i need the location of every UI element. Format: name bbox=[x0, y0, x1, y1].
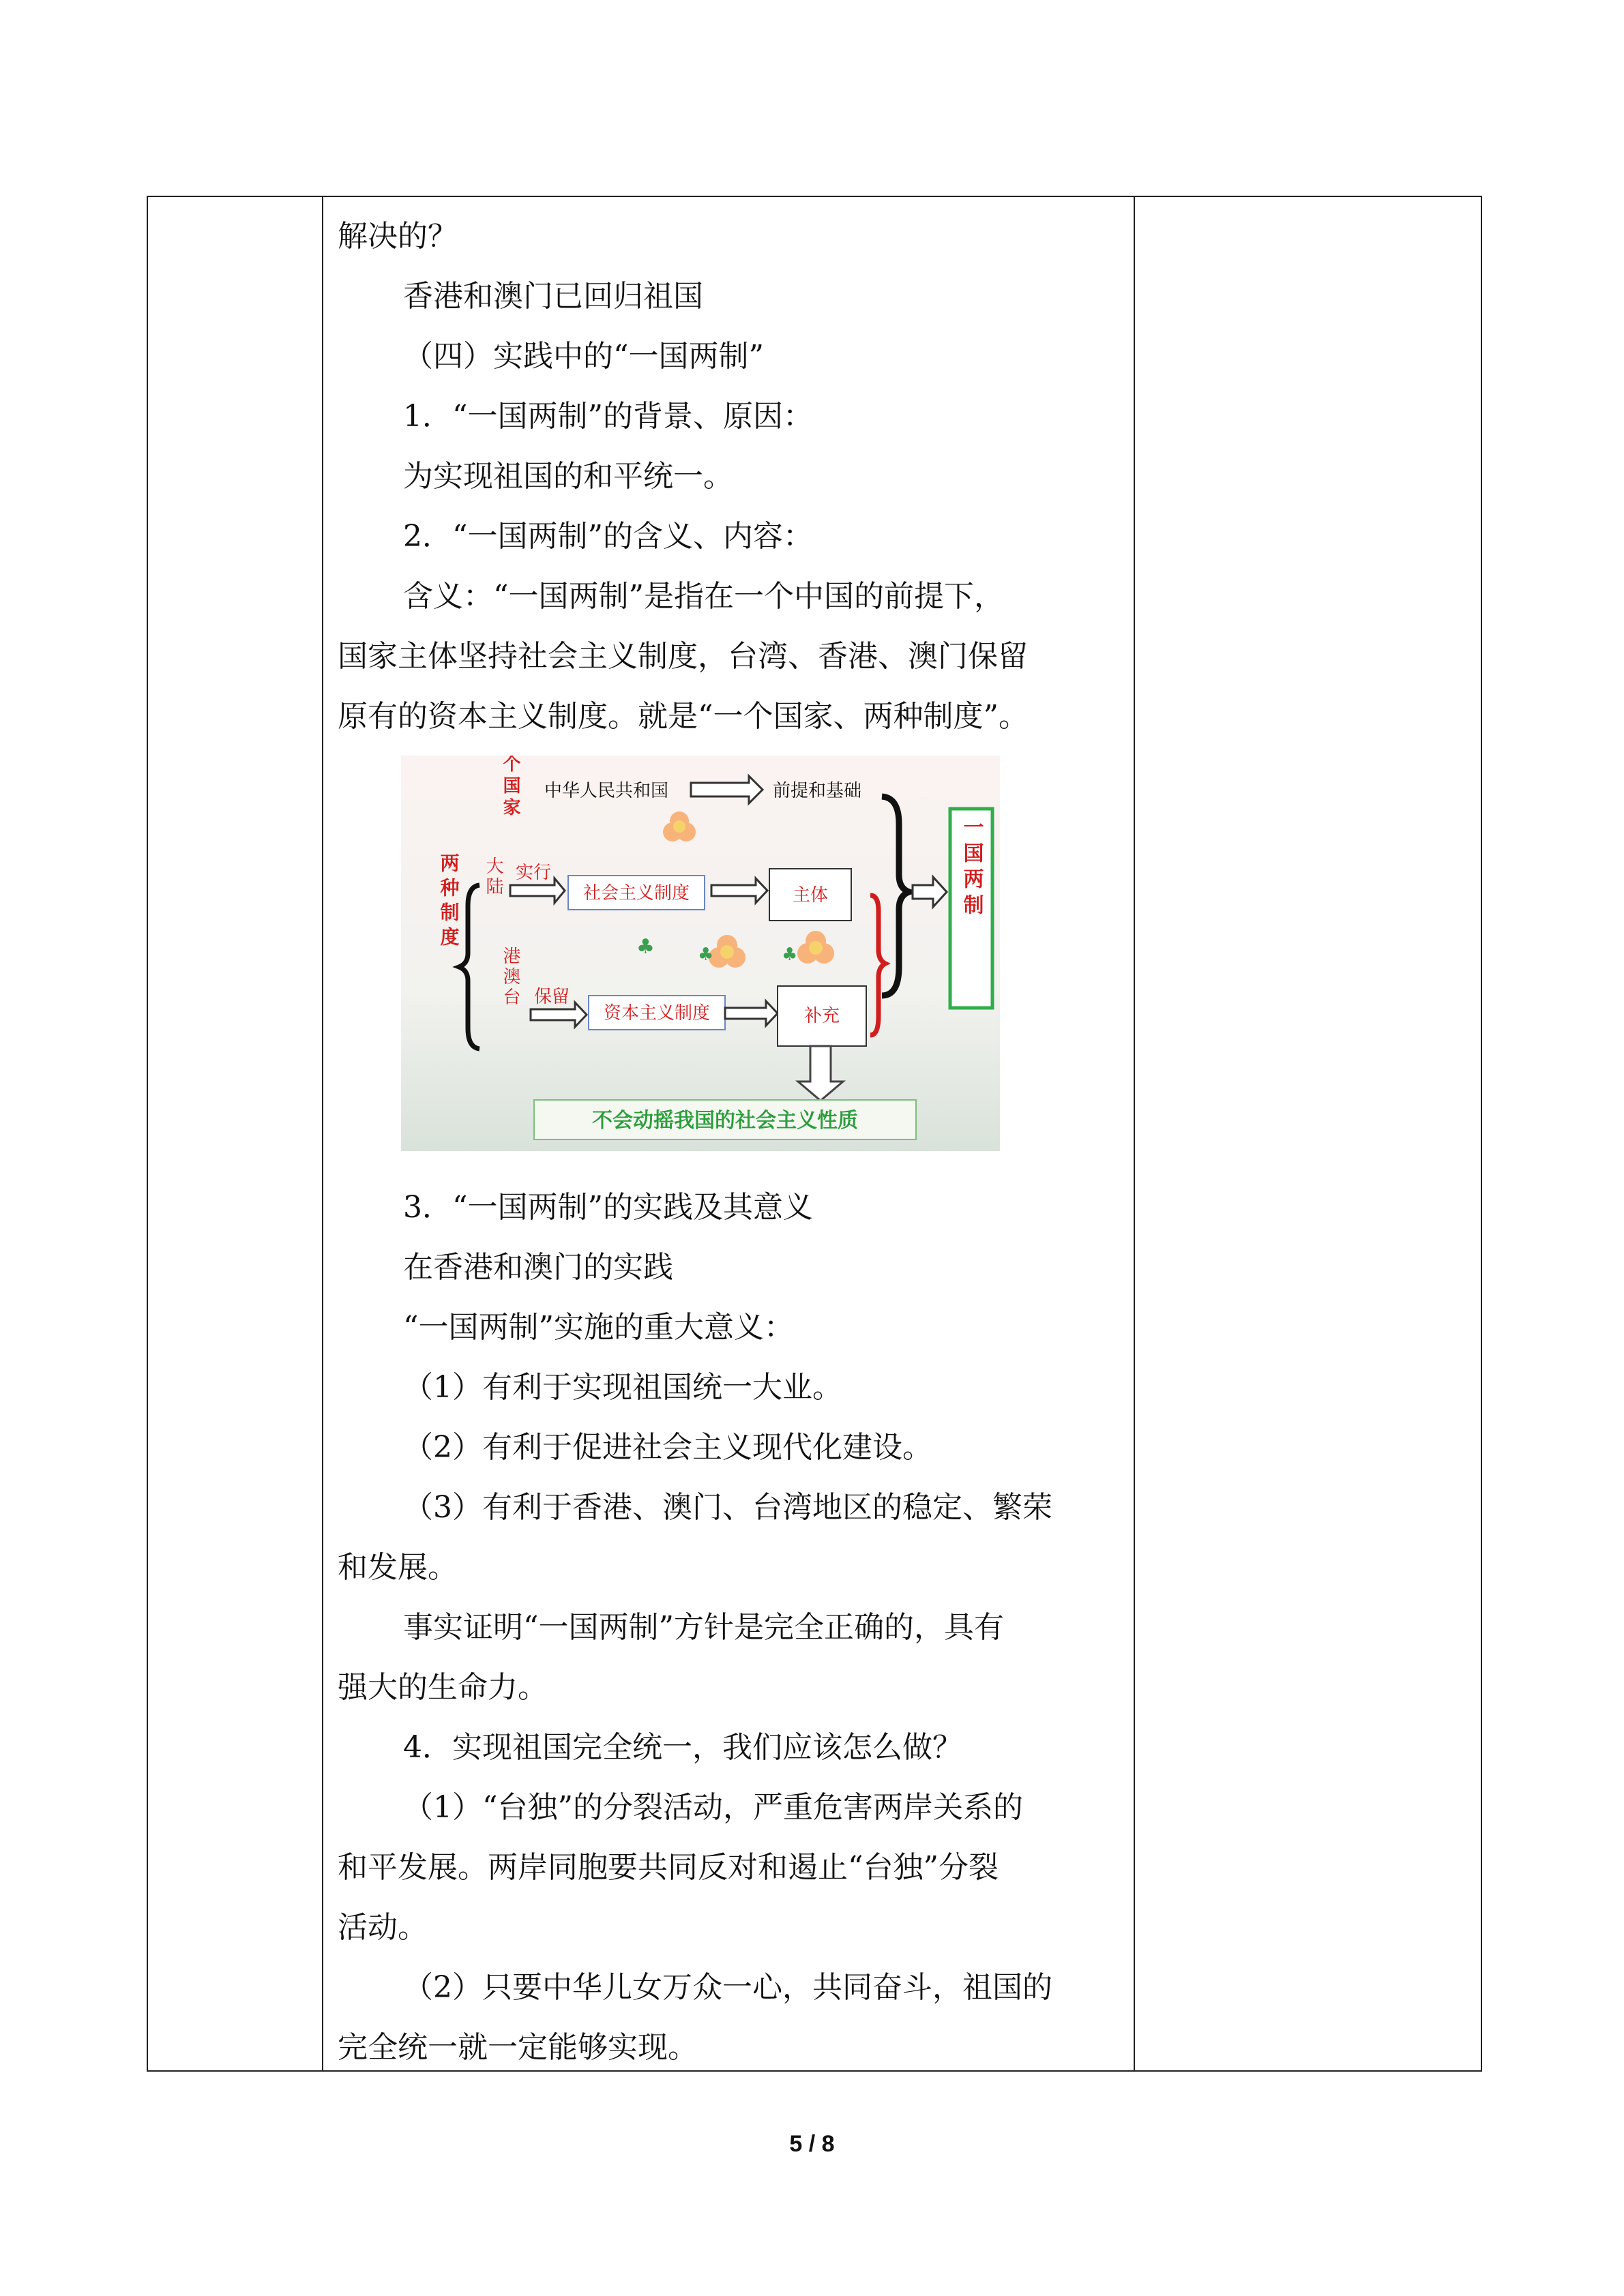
text-line: 1．“一国两制”的背景、原因： bbox=[403, 399, 813, 434]
text-line: “一国两制”实施的重大意义： bbox=[403, 1310, 794, 1345]
text-line: 香港和澳门已回归祖国 bbox=[403, 279, 703, 314]
lesson-content bbox=[338, 207, 1129, 747]
supplement-label: 补充 bbox=[803, 1006, 840, 1026]
text-line: 事实证明“一国两制”方针是完全正确的，具有 bbox=[403, 1610, 1004, 1645]
text-line: 含义：“一国两制”是指在一个中国的前提下， bbox=[403, 579, 1004, 614]
clover-icon: ♣ bbox=[698, 944, 714, 965]
capitalist-system-label: 资本主义制度 bbox=[603, 1003, 711, 1024]
text-line: 解决的？ bbox=[338, 219, 458, 254]
text-line: 完全统一就一定能够实现。 bbox=[338, 2030, 698, 2065]
section-heading: 3．“一国两制”的实践及其意义 bbox=[403, 1190, 813, 1225]
result-label: 一国两制 bbox=[959, 816, 984, 920]
two-systems-label: 两种制度 bbox=[437, 853, 460, 951]
table-divider bbox=[322, 197, 323, 2070]
one-country-two-systems-diagram bbox=[401, 756, 1000, 1151]
main-body-label: 主体 bbox=[792, 885, 829, 906]
list-item: （2）有利于促进社会主义现代化建设。 bbox=[403, 1430, 932, 1465]
clover-icon: ♣ bbox=[782, 944, 798, 965]
page-number: 5 / 8 bbox=[789, 2131, 835, 2157]
text-line: 国家主体坚持社会主义制度，台湾、香港、澳门保留 bbox=[338, 639, 1028, 674]
text-line: 强大的生命力。 bbox=[338, 1670, 548, 1705]
prc-label: 中华人民共和国 bbox=[544, 781, 669, 801]
lesson-content-continued bbox=[338, 1178, 1129, 2078]
clover-icon: ♣ bbox=[636, 935, 655, 959]
premise-label: 前提和基础 bbox=[773, 781, 862, 801]
socialist-system-label: 社会主义制度 bbox=[582, 883, 690, 904]
one-country-label: 一个国家 bbox=[500, 756, 520, 820]
text-line: 2．“一国两制”的含义、内容： bbox=[403, 519, 813, 554]
conclusion-label: 不会动摇我国的社会主义性质 bbox=[592, 1109, 858, 1133]
text-line: 活动。 bbox=[338, 1910, 428, 1945]
mainland-label: 大陆 bbox=[483, 856, 503, 897]
list-item: （3）有利于香港、澳门、台湾地区的稳定、繁荣 bbox=[403, 1490, 1052, 1525]
section-heading: 4．实现祖国完全统一，我们应该怎么做？ bbox=[403, 1730, 962, 1765]
hmt-label: 港澳台 bbox=[500, 946, 520, 1008]
text-line: 在香港和澳门的实践 bbox=[403, 1250, 673, 1285]
text-line: 原有的资本主义制度。就是“一个国家、两种制度”。 bbox=[338, 699, 1029, 734]
section-heading: （四）实践中的“一国两制” bbox=[403, 339, 764, 374]
implement-label: 实行 bbox=[516, 863, 552, 883]
text-line: 为实现祖国的和平统一。 bbox=[403, 459, 733, 494]
list-item: （2）只要中华儿女万众一心，共同奋斗，祖国的 bbox=[403, 1970, 1052, 2005]
retain-label: 保留 bbox=[534, 987, 570, 1007]
list-item: （1）“台独”的分裂活动，严重危害两岸关系的 bbox=[403, 1790, 1023, 1825]
text-line: 和发展。 bbox=[338, 1550, 458, 1585]
list-item: （1）有利于实现祖国统一大业。 bbox=[403, 1370, 842, 1405]
text-line: 和平发展。两岸同胞要共同反对和遏止“台独”分裂 bbox=[338, 1850, 999, 1885]
table-divider bbox=[1134, 197, 1135, 2070]
